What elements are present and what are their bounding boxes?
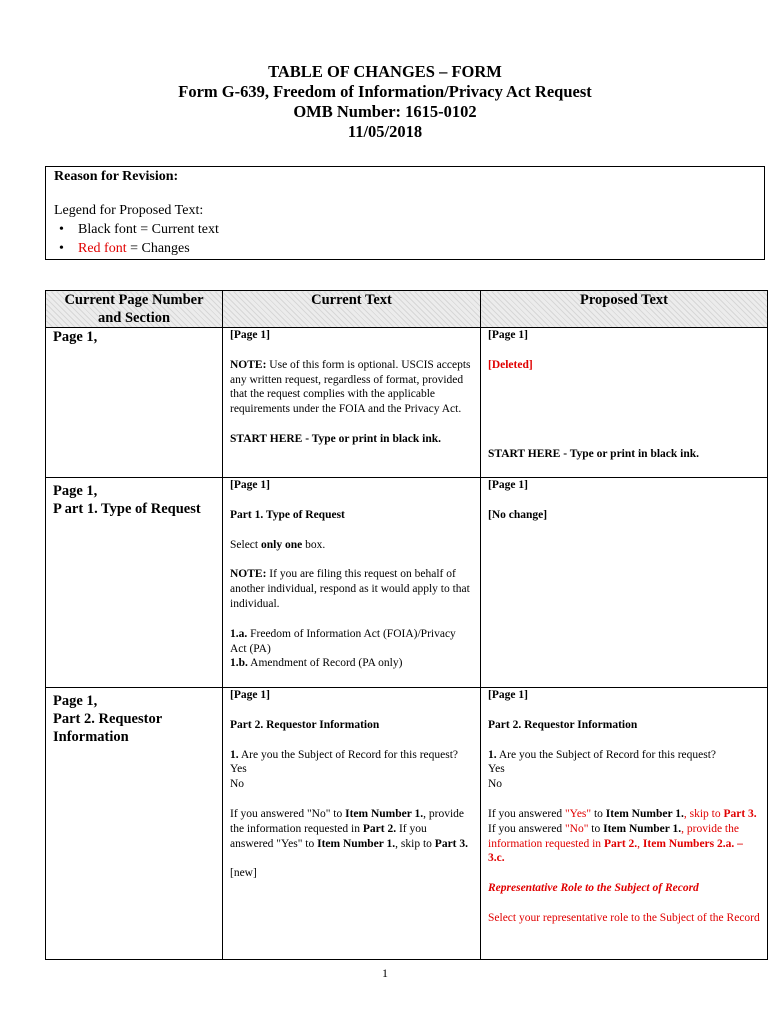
header-form-name: Form G-639, Freedom of Information/Privacy Act Request bbox=[178, 82, 592, 101]
legend-black-label: Black font bbox=[78, 222, 137, 237]
option-1a bbox=[230, 627, 473, 657]
note-paragraph bbox=[230, 567, 473, 611]
start-here-text: START HERE - Type or print in black ink. bbox=[488, 447, 700, 460]
note-text: Use of this form is optional. USCIS accepts any written request, regardless of format, provided that the request complies with the applicable requirements under the FOIA and the Privacy Act. bbox=[230, 358, 471, 416]
representative-role-title: Representative Role to the Subject of Record bbox=[488, 882, 699, 895]
section-label-line2: P art 1. Type of Request bbox=[53, 501, 201, 517]
row-current-text bbox=[223, 688, 481, 960]
section-label-line3: Information bbox=[53, 729, 129, 745]
reason-title: Reason for Revision: bbox=[54, 169, 179, 184]
page-tag: [Page 1] bbox=[488, 329, 528, 341]
question-num: 1. bbox=[230, 748, 239, 761]
answer-yes: Yes bbox=[230, 763, 247, 776]
new-tag: [new] bbox=[230, 867, 257, 880]
header-date: 11/05/2018 bbox=[347, 122, 423, 141]
row-proposed-text bbox=[481, 688, 768, 960]
skip-text-1: If you answered bbox=[488, 807, 565, 820]
select-instruction bbox=[230, 538, 473, 553]
question-num: 1. bbox=[488, 748, 497, 761]
header-title: TABLE OF CHANGES – FORM bbox=[268, 62, 502, 81]
page-tag: [Page 1] bbox=[230, 479, 270, 491]
deleted-tag: [Deleted] bbox=[488, 358, 533, 371]
legend-black-desc: = Current text bbox=[136, 222, 219, 237]
row-section bbox=[46, 478, 223, 688]
option-1a-num: 1.a. bbox=[230, 627, 248, 640]
skip-part-2: Part 2. bbox=[603, 837, 638, 850]
skip-text-2: , provide the information requested in bbox=[230, 807, 465, 835]
answer-no: No bbox=[488, 778, 503, 791]
representative-role-text: Select your representative role to the Subject of the Record bbox=[488, 911, 760, 924]
row-section bbox=[46, 688, 223, 960]
skip-text-7: , bbox=[637, 837, 643, 850]
row-current-text bbox=[223, 328, 481, 478]
table-row bbox=[46, 328, 768, 478]
skip-part-3: Part 3. bbox=[723, 807, 757, 820]
bullet-icon: • bbox=[59, 241, 64, 256]
select-bold: only one bbox=[260, 538, 303, 551]
table-header-row bbox=[46, 291, 768, 328]
page-tag: [Page 1] bbox=[488, 479, 528, 491]
start-here-text: START HERE - Type or print in black ink. bbox=[230, 432, 442, 445]
legend-item-black bbox=[54, 220, 756, 239]
option-1b bbox=[230, 656, 473, 671]
bullet-icon: • bbox=[59, 222, 64, 237]
row-section bbox=[46, 328, 223, 478]
skip-yes: "Yes" bbox=[564, 807, 592, 820]
skip-text-6: , provide the information requested in bbox=[488, 822, 739, 850]
skip-text-4: , skip to bbox=[395, 837, 435, 850]
question-1 bbox=[488, 748, 760, 792]
legend-item-red bbox=[54, 239, 756, 258]
page-tag: [Page 1] bbox=[230, 329, 270, 341]
page-tag: [Page 1] bbox=[230, 689, 270, 701]
skip-part-2: Part 2. bbox=[362, 822, 397, 835]
no-change-tag: [No change] bbox=[488, 508, 548, 521]
skip-item-1: Item Number 1. bbox=[605, 807, 684, 820]
header-current-text: Current Text bbox=[223, 291, 481, 328]
table-row bbox=[46, 688, 768, 960]
skip-items: Item Numbers 2.a. – 3.c. bbox=[488, 837, 743, 865]
note-label: NOTE: bbox=[230, 358, 267, 371]
section-label-line2: Part 2. Requestor bbox=[53, 711, 163, 727]
skip-item-1: Item Number 1. bbox=[345, 807, 424, 820]
option-1a-text: Freedom of Information Act (FOIA)/Privacy Act (PA) bbox=[230, 627, 456, 655]
changes-table bbox=[45, 290, 768, 960]
select-pre: Select bbox=[230, 538, 261, 551]
skip-item-2: Item Number 1. bbox=[603, 822, 682, 835]
skip-text-3: , skip to bbox=[683, 807, 724, 820]
select-post: box. bbox=[302, 538, 326, 551]
skip-text-1: If you answered "No" to bbox=[230, 807, 346, 820]
section-label: Page 1, bbox=[53, 329, 98, 345]
row-proposed-text bbox=[481, 328, 768, 478]
answer-yes: Yes bbox=[488, 763, 505, 776]
skip-text-3: If you answered "Yes" to bbox=[230, 822, 427, 850]
header-proposed-text: Proposed Text bbox=[481, 291, 768, 328]
row-current-text bbox=[223, 478, 481, 688]
option-1b-num: 1.b. bbox=[230, 657, 248, 670]
skip-no: "No" bbox=[564, 822, 589, 835]
question-1 bbox=[230, 748, 473, 792]
request-options bbox=[230, 627, 473, 671]
skip-part-3: Part 3. bbox=[434, 837, 469, 850]
legend-red-desc: = Changes bbox=[126, 241, 190, 256]
part-heading: Part 2. Requestor Information bbox=[230, 718, 380, 731]
part-heading: Part 2. Requestor Information bbox=[488, 718, 638, 731]
page-number: 1 bbox=[382, 966, 388, 980]
header-section bbox=[46, 291, 223, 328]
part-heading: Part 1. Type of Request bbox=[230, 508, 345, 521]
section-label-line1: Page 1, bbox=[53, 483, 98, 499]
note-paragraph bbox=[230, 358, 473, 417]
page-tag: [Page 1] bbox=[488, 689, 528, 701]
legend-title: Legend for Proposed Text: bbox=[54, 203, 204, 218]
skip-text-2: to bbox=[591, 807, 606, 820]
skip-item-2: Item Number 1. bbox=[317, 837, 396, 850]
skip-instruction bbox=[230, 807, 473, 851]
legend-red-label: Red font bbox=[78, 241, 127, 256]
option-1b-text: Amendment of Record (PA only) bbox=[247, 657, 403, 670]
header-section-line1: Current Page Number bbox=[64, 292, 204, 308]
document-header bbox=[0, 62, 770, 142]
skip-text-4: If you answered bbox=[488, 822, 565, 835]
note-text: If you are filing this request on behalf of another individual, respond as it would apply to that individual. bbox=[230, 568, 470, 610]
question-text: Are you the Subject of Record for this request? bbox=[238, 748, 459, 761]
table-row bbox=[46, 478, 768, 688]
header-section-line2: and Section bbox=[97, 310, 171, 326]
answer-no: No bbox=[230, 778, 245, 791]
row-proposed-text bbox=[481, 478, 768, 688]
skip-instruction bbox=[488, 807, 760, 866]
reason-for-revision-box bbox=[45, 166, 765, 260]
question-text: Are you the Subject of Record for this request? bbox=[496, 748, 717, 761]
header-omb-number: OMB Number: 1615-0102 bbox=[293, 102, 477, 121]
note-label: NOTE: bbox=[230, 568, 267, 581]
section-label-line1: Page 1, bbox=[53, 693, 98, 709]
skip-text-5: to bbox=[588, 822, 604, 835]
